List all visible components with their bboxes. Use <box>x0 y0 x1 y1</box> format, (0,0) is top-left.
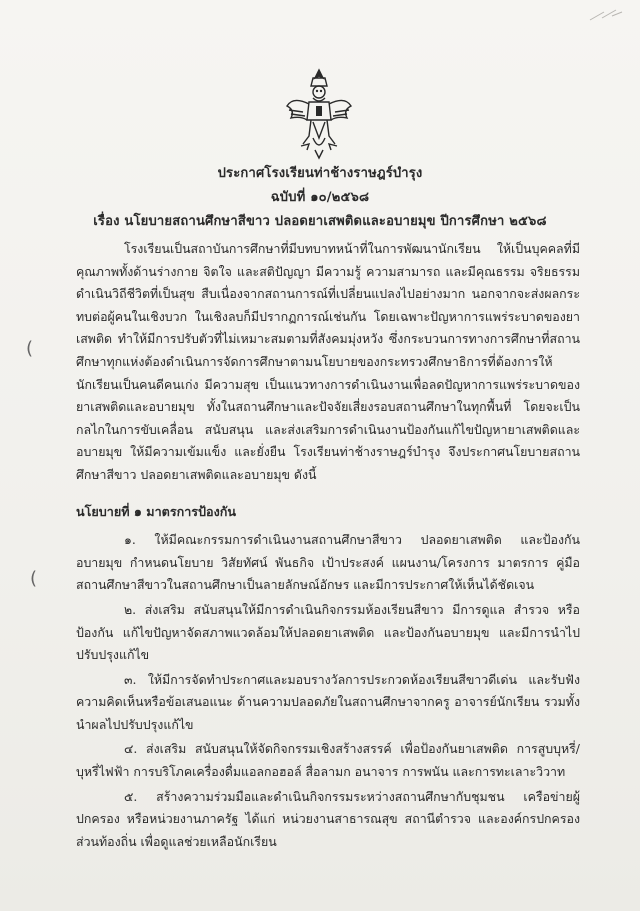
announcement-title: ประกาศโรงเรียนท่าช้างราษฎร์บำรุง <box>217 166 423 181</box>
announcement-number: ฉบับที่ ๑๐/๒๕๖๘ <box>270 190 370 205</box>
pencil-scribble-icon <box>586 6 626 26</box>
policy-1-item: ๒. ส่งเสริม สนับสนุนให้มีการดำเนินกิจกรรมห้องเรียนสีขาว มีการดูแล สำรวจ หรือป้องกัน แก้ไขปัญหาจัดสภาพแวดล้อมให้ปลอดยาเสพติด และป้องกันอบายมุข และมีการนำไปปรับปรุงแก้ไข <box>76 601 580 663</box>
policy-1-item: ๑. ให้มีคณะกรรมการดำเนินงานสถานศึกษาสีขาว ปลอดยาเสพติด และป้องกันอบายมุข กำหนดนโยบาย วิสัยทัศน์ พันธกิจ เป้าประสงค์ แผนงาน/โครงการ มาตรการ คู่มือสถานศึกษาสีขาวในสถานศึกษาเป็นลายลักษณ์อักษร และมีการประกาศให้เห็นได้ชัดเจน <box>76 532 580 593</box>
policy-1-item: ๔. ส่งเสริม สนับสนุนให้จัดกิจกรรมเชิงสร้างสรรค์ เพื่อป้องกันยาเสพติด การสูบบุหรี่/บุหรี่ไฟฟ้า การบริโภคเครื่องดื่มแอลกอฮอล์ สื่อลามก อนาจาร การพนัน และการทะเลาะวิวาท <box>76 741 580 780</box>
announcement-header <box>0 162 640 234</box>
policy-1-title: นโยบายที่ ๑ มาตรการป้องกัน <box>76 503 236 519</box>
announcement-subject: เรื่อง นโยบายสถานศึกษาสีขาว ปลอดยาเสพติดและอบายมุข ปีการศึกษา ๒๕๖๘ <box>93 214 547 229</box>
policy-1-item: ๕. สร้างความร่วมมือและดำเนินกิจกรรมระหว่างสถานศึกษากับชุมชน เครือข่ายผู้ปกครอง หรือหน่วยงานภาครัฐ ได้แก่ หน่วยงานสาธารณสุข สถานีตำรวจ และองค์กรปกครองส่วนท้องถิ่น เพื่อดูแลช่วยเหลือนักเรียน <box>76 788 580 849</box>
intro-paragraph: โรงเรียนเป็นสถาบันการศึกษาที่มีบทบาทหน้าที่ในการพัฒนานักเรียน ให้เป็นบุคคลที่มีคุณภาพทั้งด้านร่างกาย จิตใจ และสติปัญญา มีความรู้ ความสามารถ และมีคุณธรรม จริยธรรม ดำเนินวิถีชีวิตที่เป็นสุข สืบเนื่องจากสถานการณ์ที่เปลี่ยนแปลงไปอย่างมาก นอกจากจะส่งผลกระทบต่อผู้คนในเชิงบวก ในเชิงลบก็มีปรากฏการณ์เช่นกัน โดยเฉพาะปัญหาการแพร่ระบาดของยาเสพติด ทำให้มีการปรับตัวที่ไม่เหมาะสมตามที่สังคมมุ่งหวัง ซึ่งกระบวนการทางการศึกษาที่สถานศึกษาทุกแห่งต้องดำเนินการจัดการศึกษาตามนโยบายของกระทรวงศึกษาธิการที่ต้องการให้นักเรียนเป็นคนดีคนเก่ง มีความสุข เป็นแนวทางการดำเนินงานเพื่อลดปัญหาการแพร่ระบาดของยาเสพติดและอบายมุข ทั้งในสถานศึกษาและปัจจัยเสี่ยงรอบสถานศึกษาในทุกพื้นที่ โดยจะเป็นกลไกในการขับเคลื่อน สนับสนุน และส่งเสริมการดำเนินงานป้องกันแก้ไขปัญหายาเสพติดและอบายมุข ให้มีความเข้มแข็ง และยั่งยืน โรงเรียนท่าช้างราษฎร์บำรุง จึงประกาศนโยบายสถานศึกษาสีขาว ปลอดยาเสพติดและอบายมุข ดังนี้ <box>76 241 580 482</box>
policy-1-item: ๓. ให้มีการจัดทำประกาศและมอบรางวัลการประกวดห้องเรียนสีขาวดีเด่น และรับฟังความคิดเห็นหรือข้อเสนอแนะ ด้านความปลอดภัยในสถานศึกษาจากครู อาจารย์นักเรียน รวมทั้งนำผลไปปรับปรุงแก้ไข <box>76 671 580 732</box>
margin-mark: ( <box>30 568 38 589</box>
document-body <box>76 238 580 855</box>
margin-mark: ( <box>26 338 34 359</box>
garuda-emblem-icon <box>283 66 355 160</box>
